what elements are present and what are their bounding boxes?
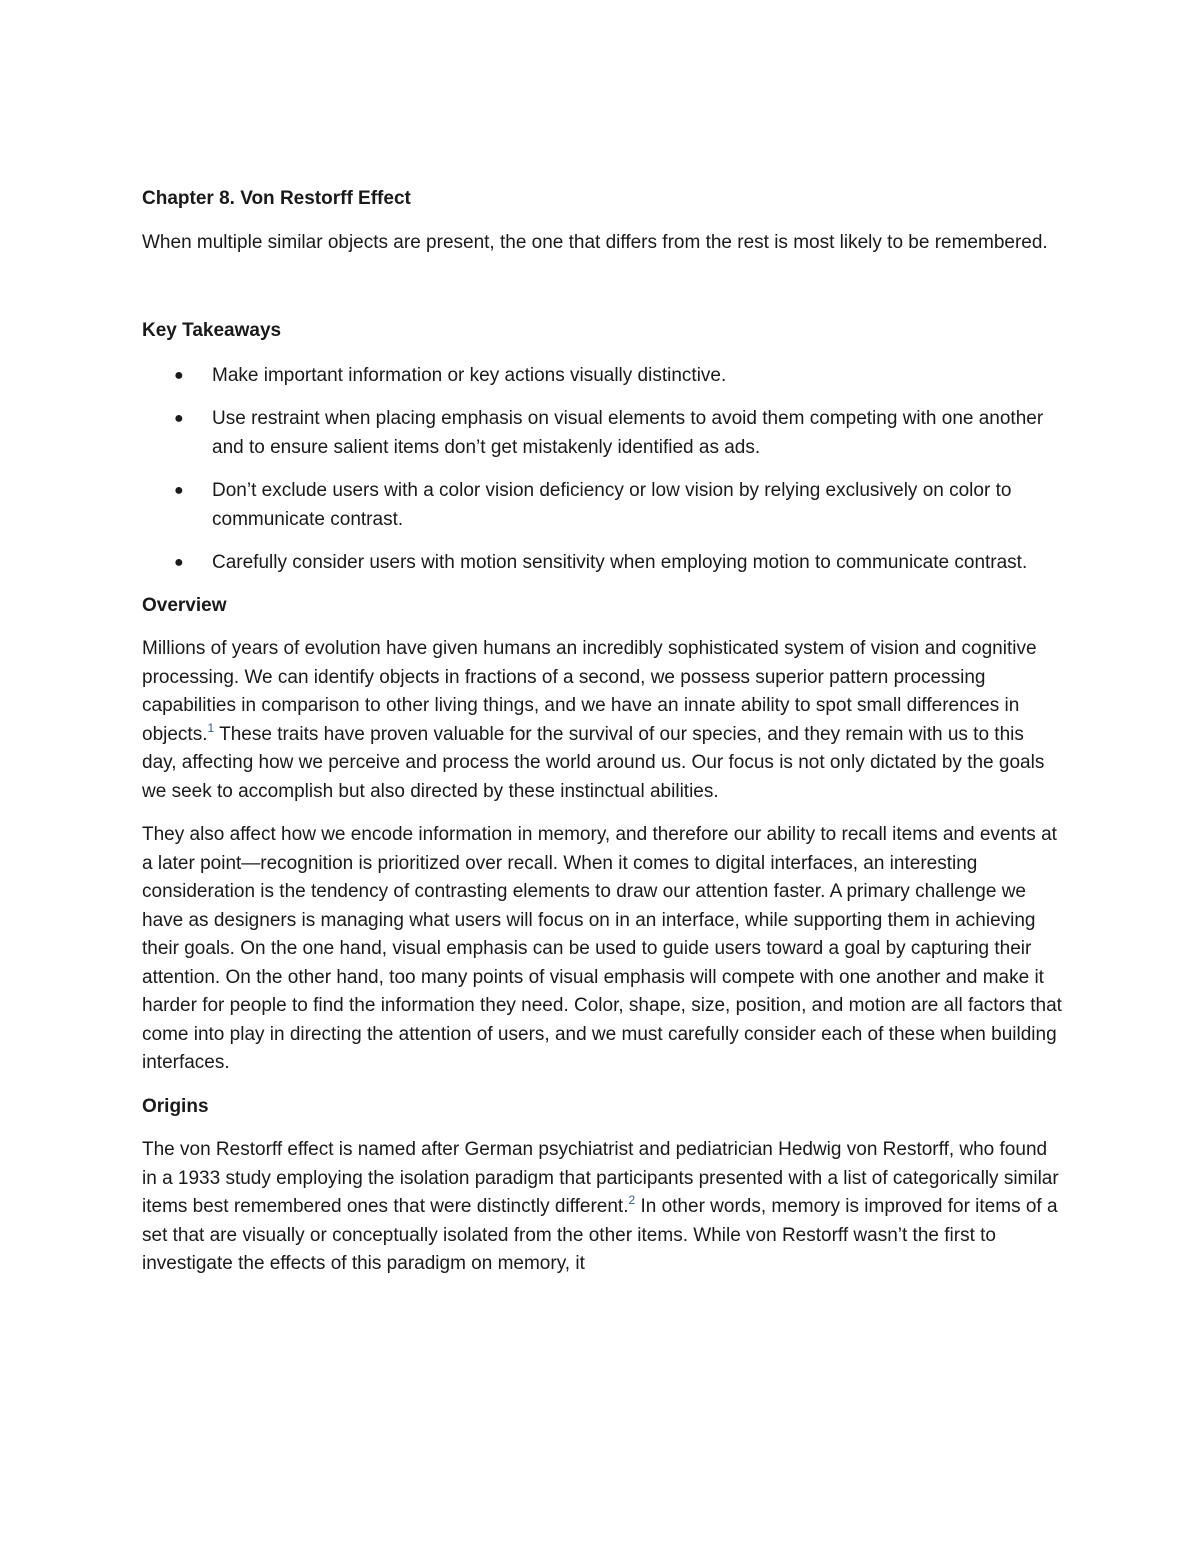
list-item — [142, 362, 1062, 391]
key-takeaways-heading: Key Takeaways — [142, 320, 282, 341]
overview-paragraph-2: They also affect how we encode information in memory, and therefore our ability to recall items and events at a later point—recognition is prioritized over recall. When it comes to digital interfaces, an interesting consideration is the tendency of contrasting elements to draw our attention faster. A primary challenge we have as designers is managing what users will focus on in an interface, while supporting them in achieving their goals. On the one hand, visual emphasis can be used to guide users toward a goal by capturing their attention. On the other hand, too many points of visual emphasis will compete with one another and make it harder for people to find the information they need. Color, shape, size, position, and motion are all factors that come into play in directing the attention of users, and we must carefully consider each of these when building interfaces. — [142, 824, 1062, 1073]
takeaway-text: Use restraint when placing emphasis on visual elements to avoid them competing with one another and to ensure salient items don’t get mistakenly identified as ads. — [212, 408, 1044, 458]
origins-paragraph-1 — [142, 1136, 1062, 1279]
overview-paragraph-1 — [142, 635, 1062, 806]
document-page — [142, 185, 1062, 1294]
origins-paragraph-1-text-a: The von Restorff effect is named after German psychiatrist and pediatrician Hedwig von Restorff, who found in a 1933 study employing the isolation paradigm that participants presented with a list of categorically similar items best remembered ones that were distinctly different. — [142, 1139, 1059, 1217]
footnote-link-1[interactable]: 1 — [207, 720, 215, 735]
takeaway-text: Carefully consider users with motion sensitivity when employing motion to communicate contrast. — [212, 552, 1028, 573]
list-item — [142, 549, 1062, 578]
key-takeaways-list — [142, 362, 1062, 578]
takeaway-text: Make important information or key actions visually distinctive. — [212, 364, 727, 386]
overview-heading: Overview — [142, 594, 227, 616]
bullet-icon: ● — [174, 366, 184, 384]
overview-paragraph-1-text-b: These traits have proven valuable for the survival of our species, and they remain with us to this day, affecting how we perceive and process the world around us. Our focus is not only dictated by the goals we seek to accomplish but also directed by these instinctual abilities. — [142, 723, 1045, 802]
bullet-icon: ● — [174, 554, 184, 571]
list-item — [142, 477, 1062, 534]
bullet-icon: ● — [174, 410, 184, 427]
takeaway-text: Don’t exclude users with a color vision deficiency or low vision by relying exclusively on color to communicate contrast. — [212, 480, 1012, 530]
chapter-intro: When multiple similar objects are present, the one that differs from the rest is most likely to be remembered. — [142, 231, 1048, 253]
footnote-link-2[interactable]: 2 — [628, 1193, 636, 1207]
bullet-icon: ● — [174, 482, 184, 499]
overview-paragraph-1-text-a: Millions of years of evolution have given humans an incredibly sophisticated system of vision and cognitive processing. We can identify objects in fractions of a second, we possess superior pattern processing capabilities in comparison to other living things, and we have an innate ability to spot small differences in objects. — [142, 638, 1037, 745]
origins-paragraph-1-text-b: In other words, memory is improved for items of a set that are visually or conceptually isolated from the other items. While von Restorff wasn’t the first to investigate the effects of this paradigm on memory, it — [142, 1196, 1058, 1274]
origins-heading: Origins — [142, 1095, 209, 1117]
chapter-title: Chapter 8. Von Restorff Effect — [142, 188, 411, 209]
list-item — [142, 405, 1062, 462]
